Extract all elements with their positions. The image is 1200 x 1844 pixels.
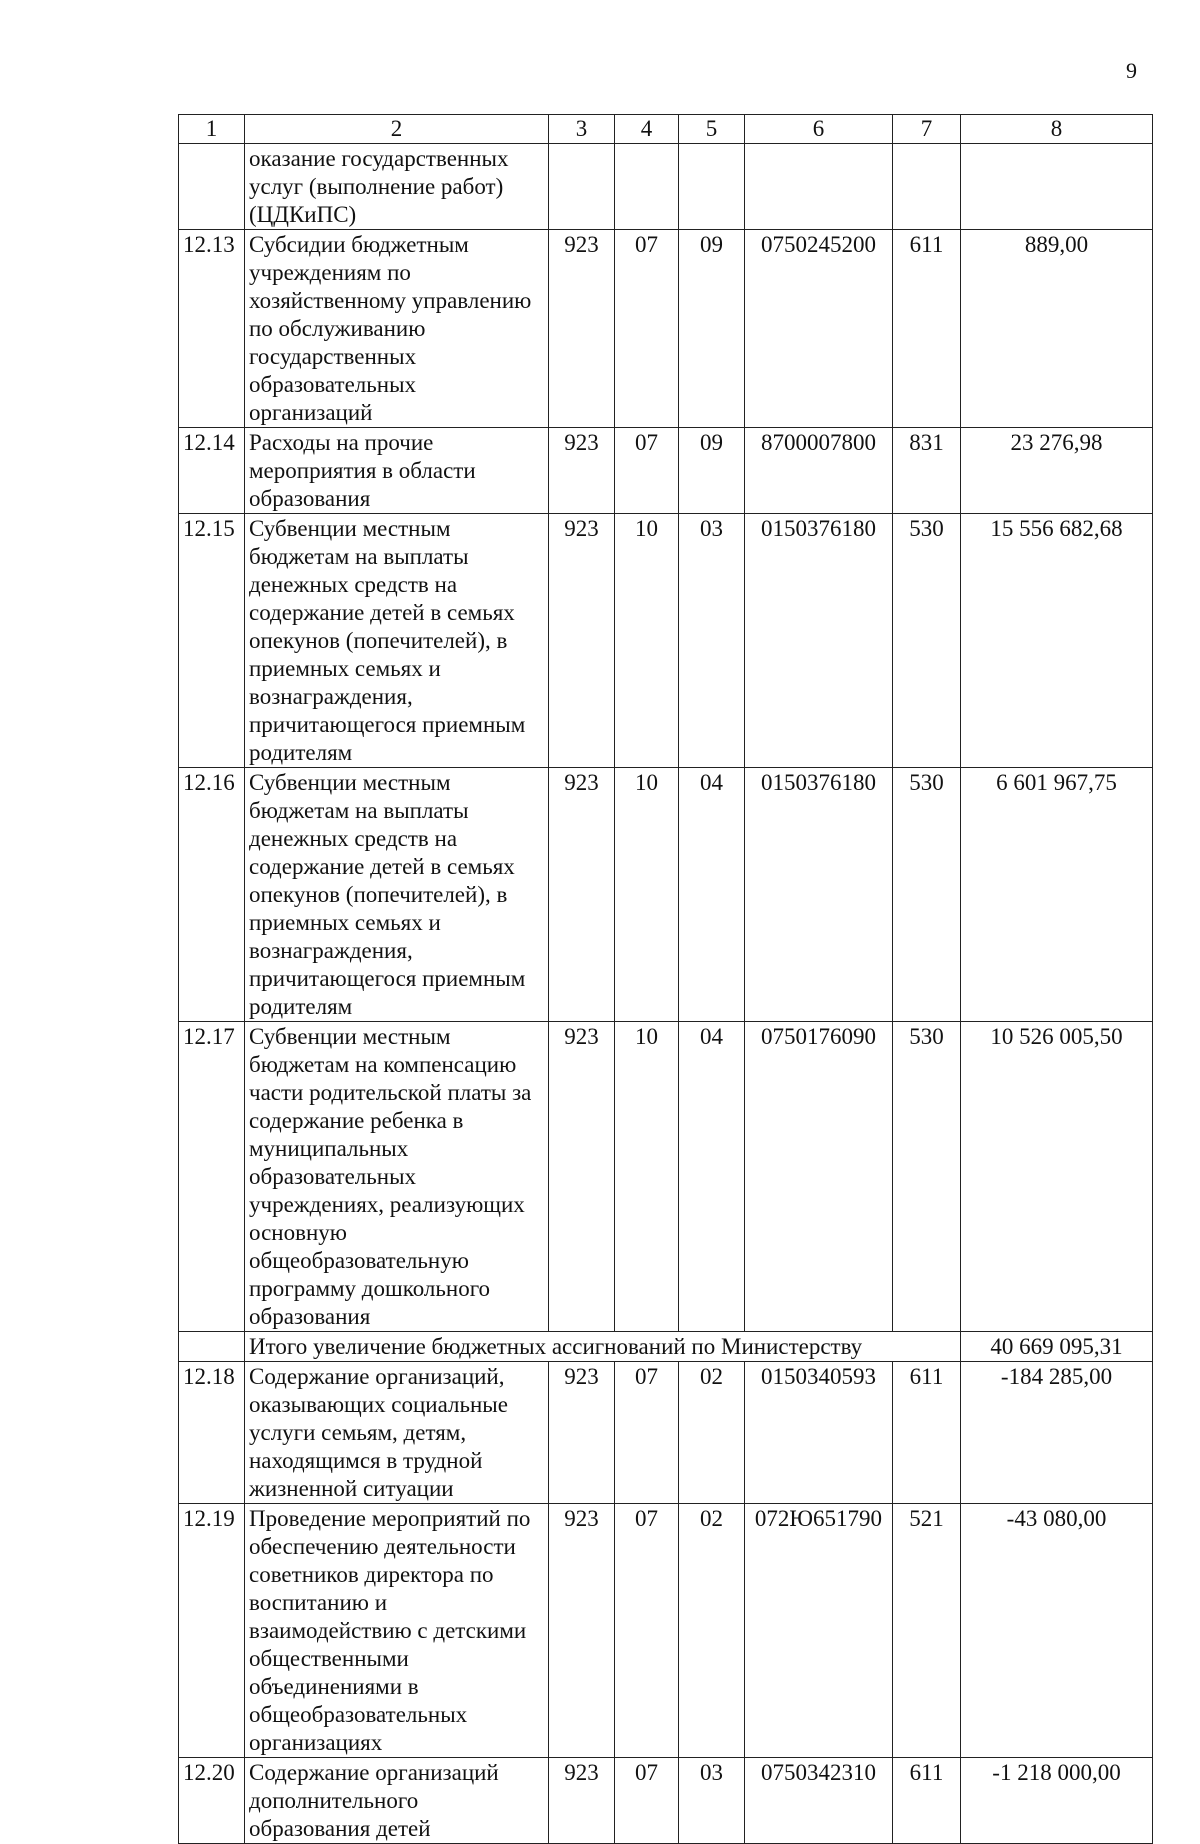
total-row	[179, 1332, 1153, 1362]
row-code-6	[745, 144, 893, 230]
row-code-6: 072Ю651790	[745, 1504, 893, 1758]
row-code-4: 07	[615, 230, 679, 428]
row-code-5: 03	[679, 514, 745, 768]
row-code-5: 04	[679, 1022, 745, 1332]
row-number: 12.20	[179, 1758, 245, 1844]
row-code-7: 611	[893, 1362, 961, 1504]
row-code-5: 02	[679, 1362, 745, 1504]
table-row	[179, 1362, 1153, 1504]
row-code-5: 02	[679, 1504, 745, 1758]
row-amount	[961, 144, 1153, 230]
header-col-4: 4	[615, 115, 679, 144]
row-code-4: 10	[615, 1022, 679, 1332]
row-code-3	[549, 144, 615, 230]
row-code-3: 923	[549, 1362, 615, 1504]
row-amount: 15 556 682,68	[961, 514, 1153, 768]
row-description: Расходы на прочие мероприятия в области образования	[245, 428, 549, 514]
row-amount: -184 285,00	[961, 1362, 1153, 1504]
table-row	[179, 1022, 1153, 1332]
row-code-4	[615, 144, 679, 230]
budget-table	[178, 114, 1153, 1844]
total-label: Итого увеличение бюджетных ассигнований по Министерству	[245, 1332, 961, 1362]
row-code-5: 03	[679, 1758, 745, 1844]
header-col-8: 8	[961, 115, 1153, 144]
row-code-6: 0150376180	[745, 768, 893, 1022]
row-code-7: 611	[893, 230, 961, 428]
header-col-5: 5	[679, 115, 745, 144]
row-code-3: 923	[549, 768, 615, 1022]
row-amount: 6 601 967,75	[961, 768, 1153, 1022]
row-code-7: 530	[893, 514, 961, 768]
row-code-3: 923	[549, 1758, 615, 1844]
row-code-3: 923	[549, 230, 615, 428]
table-row	[179, 144, 1153, 230]
row-code-6: 0150340593	[745, 1362, 893, 1504]
row-number: 12.19	[179, 1504, 245, 1758]
total-blank-cell	[179, 1332, 245, 1362]
row-code-3: 923	[549, 1504, 615, 1758]
row-number: 12.13	[179, 230, 245, 428]
row-number: 12.18	[179, 1362, 245, 1504]
row-code-6: 0750342310	[745, 1758, 893, 1844]
row-code-7: 611	[893, 1758, 961, 1844]
row-code-4: 07	[615, 1758, 679, 1844]
row-code-4: 10	[615, 514, 679, 768]
row-code-7: 831	[893, 428, 961, 514]
row-amount: -1 218 000,00	[961, 1758, 1153, 1844]
row-description: Содержание организаций дополнительного образования детей	[245, 1758, 549, 1844]
row-description: оказание государственных услуг (выполнение работ) (ЦДКиПС)	[245, 144, 549, 230]
row-code-6: 0750245200	[745, 230, 893, 428]
row-code-3: 923	[549, 428, 615, 514]
header-col-1: 1	[179, 115, 245, 144]
row-code-6: 0150376180	[745, 514, 893, 768]
row-number	[179, 144, 245, 230]
row-code-4: 07	[615, 1504, 679, 1758]
header-col-2: 2	[245, 115, 549, 144]
row-code-4: 07	[615, 1362, 679, 1504]
row-description: Субсидии бюджетным учреждениям по хозяйственному управлению по обслуживанию государственных образовательных организаций	[245, 230, 549, 428]
row-number: 12.14	[179, 428, 245, 514]
table-row	[179, 768, 1153, 1022]
row-code-6: 8700007800	[745, 428, 893, 514]
total-amount: 40 669 095,31	[961, 1332, 1153, 1362]
row-code-5: 09	[679, 428, 745, 514]
row-amount: -43 080,00	[961, 1504, 1153, 1758]
row-description: Субвенции местным бюджетам на компенсацию части родительской платы за содержание ребенка в муниципальных образовательных учреждениях, реализующих основную общеобразовательную программу дошкольного образования	[245, 1022, 549, 1332]
row-code-4: 10	[615, 768, 679, 1022]
row-code-7: 530	[893, 768, 961, 1022]
row-number: 12.17	[179, 1022, 245, 1332]
row-code-5: 04	[679, 768, 745, 1022]
table-header-row	[179, 115, 1153, 144]
table-row	[179, 1504, 1153, 1758]
header-col-6: 6	[745, 115, 893, 144]
row-amount: 23 276,98	[961, 428, 1153, 514]
row-description: Субвенции местным бюджетам на выплаты денежных средств на содержание детей в семьях опекунов (попечителей), в приемных семьях и вознаграждения, причитающегося приемным родителям	[245, 514, 549, 768]
table-row	[179, 1758, 1153, 1844]
row-amount: 889,00	[961, 230, 1153, 428]
header-col-7: 7	[893, 115, 961, 144]
row-code-3: 923	[549, 1022, 615, 1332]
table-row	[179, 514, 1153, 768]
table-row	[179, 230, 1153, 428]
row-code-3: 923	[549, 514, 615, 768]
row-code-5: 09	[679, 230, 745, 428]
row-code-7: 521	[893, 1504, 961, 1758]
header-col-3: 3	[549, 115, 615, 144]
table-row	[179, 428, 1153, 514]
row-code-5	[679, 144, 745, 230]
page-number: 9	[1126, 58, 1137, 83]
row-code-6: 0750176090	[745, 1022, 893, 1332]
row-description: Проведение мероприятий по обеспечению деятельности советников директора по воспитанию и взаимодействию с детскими общественными объединениями в общеобразовательных организациях	[245, 1504, 549, 1758]
row-description: Субвенции местным бюджетам на выплаты денежных средств на содержание детей в семьях опекунов (попечителей), в приемных семьях и вознаграждения, причитающегося приемным родителям	[245, 768, 549, 1022]
row-code-7: 530	[893, 1022, 961, 1332]
row-code-7	[893, 144, 961, 230]
row-number: 12.16	[179, 768, 245, 1022]
row-code-4: 07	[615, 428, 679, 514]
row-amount: 10 526 005,50	[961, 1022, 1153, 1332]
row-number: 12.15	[179, 514, 245, 768]
row-description: Содержание организаций, оказывающих социальные услуги семьям, детям, находящимся в трудной жизненной ситуации	[245, 1362, 549, 1504]
